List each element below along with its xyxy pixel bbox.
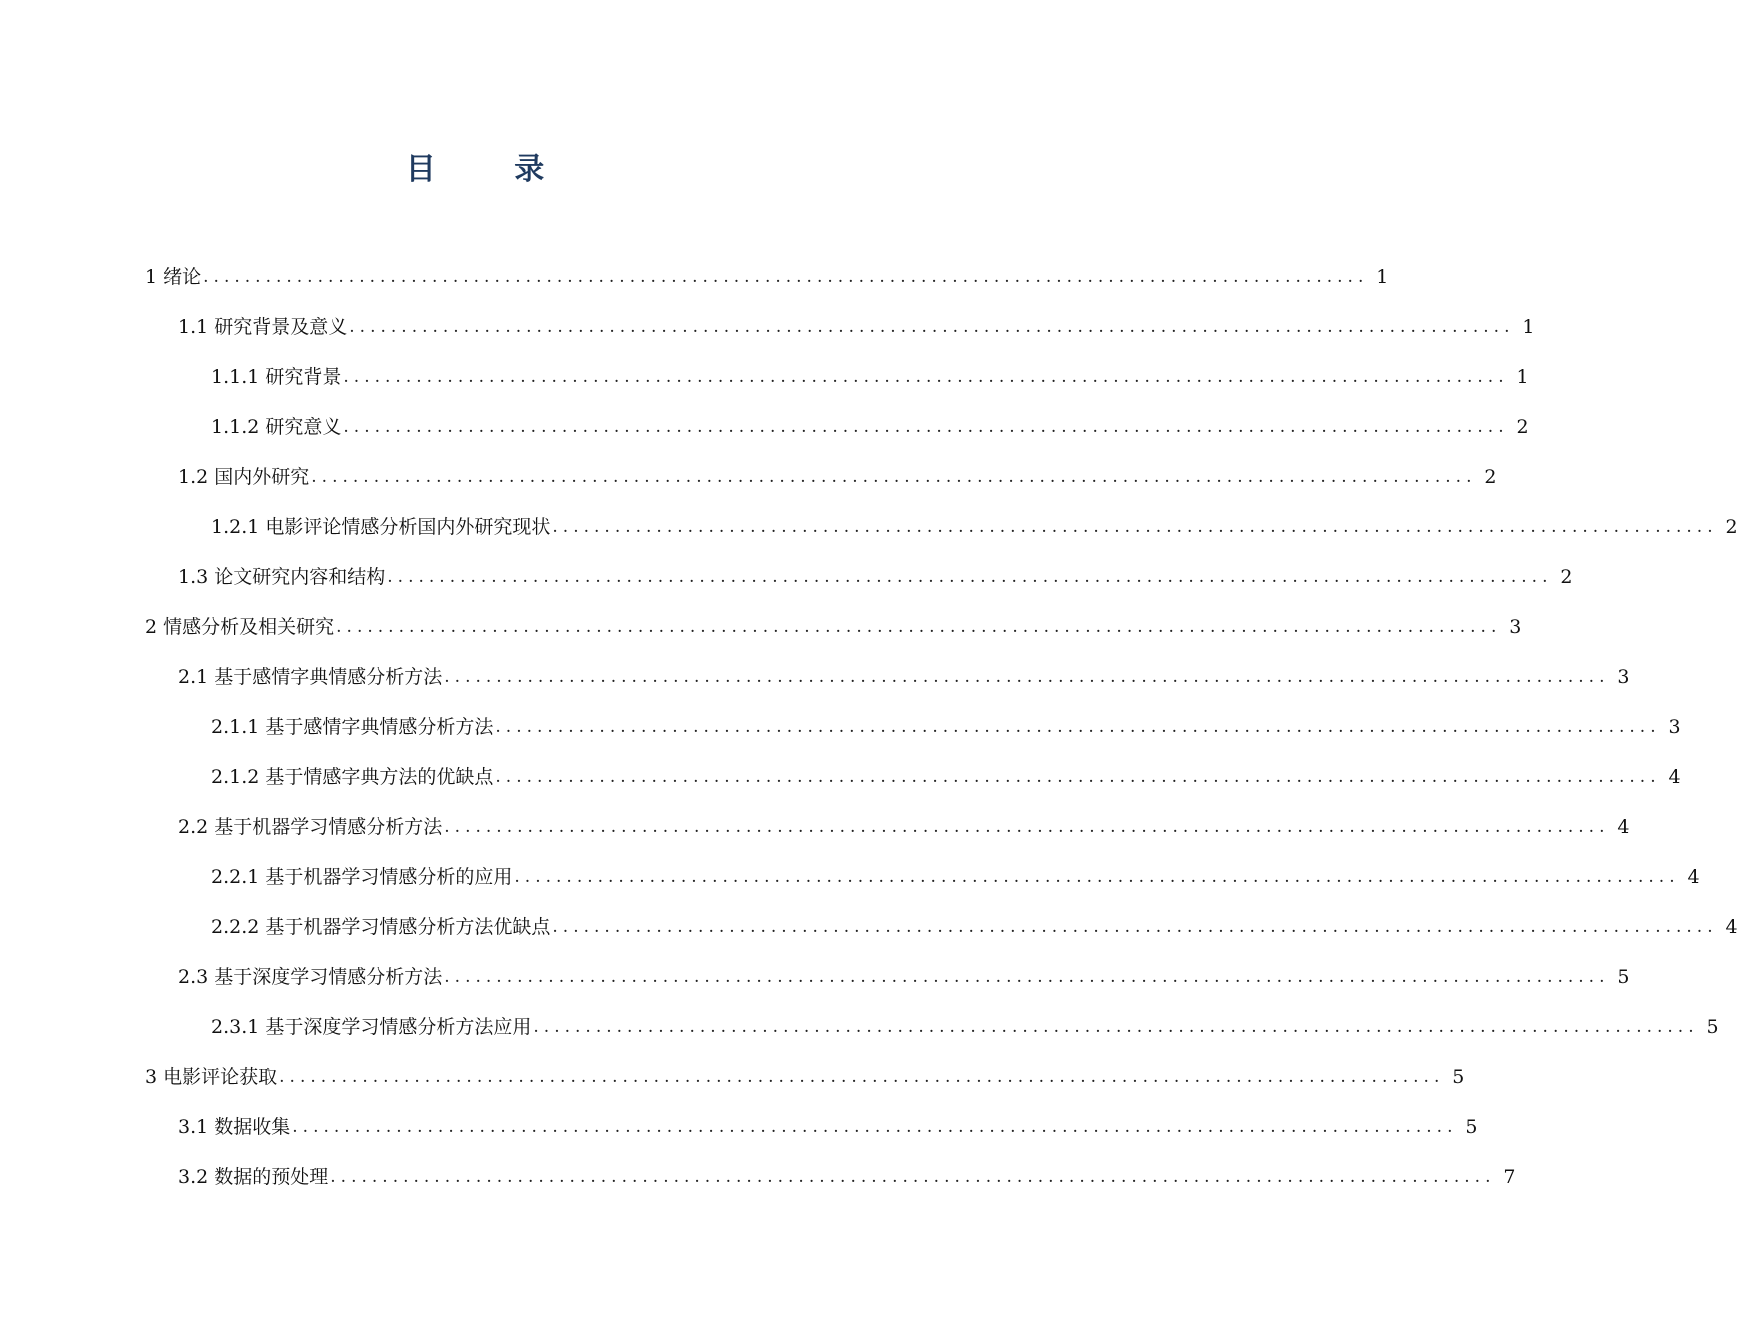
toc-entry-label: 3.2 数据的预处理 xyxy=(178,1166,329,1188)
toc-dot-leader: ................................................................................................................ xyxy=(495,767,1661,787)
toc-entry-label: 2.1.2 基于情感字典方法的优缺点 xyxy=(211,766,494,788)
toc-entry-page: 2 xyxy=(1725,516,1738,538)
toc-entry-label: 1.2 国内外研究 xyxy=(178,466,310,488)
toc-entry[interactable] xyxy=(0,502,1738,552)
toc-entry[interactable] xyxy=(0,1102,1478,1152)
toc-entry-label: 1.1.1 研究背景 xyxy=(211,366,342,388)
toc-dot-leader: ................................................................................................................ xyxy=(533,1017,1699,1037)
toc-entry[interactable] xyxy=(0,902,1738,952)
toc-entry[interactable] xyxy=(0,702,1681,752)
toc-entry-page: 4 xyxy=(1687,866,1700,888)
toc-entry-page: 1 xyxy=(1522,316,1535,338)
toc-entry-page: 5 xyxy=(1465,1116,1478,1138)
toc-list xyxy=(0,252,1738,1202)
toc-entry-label: 1.3 论文研究内容和结构 xyxy=(178,566,386,588)
toc-entry-label: 2.3 基于深度学习情感分析方法 xyxy=(178,966,443,988)
toc-dot-leader: ................................................................................................................ xyxy=(292,1117,1458,1137)
toc-dot-leader: ................................................................................................................ xyxy=(387,567,1553,587)
toc-dot-leader: ................................................................................................................ xyxy=(552,517,1718,537)
toc-dot-leader: ................................................................................................................ xyxy=(495,717,1661,737)
toc-entry-page: 5 xyxy=(1617,966,1630,988)
toc-dot-leader: ................................................................................................................ xyxy=(279,1067,1445,1087)
toc-entry[interactable] xyxy=(0,652,1630,702)
toc-entry-label: 2.2.2 基于机器学习情感分析方法优缺点 xyxy=(211,916,551,938)
toc-dot-leader: ................................................................................................................ xyxy=(330,1167,1496,1187)
toc-entry-label: 2.1 基于感情字典情感分析方法 xyxy=(178,666,443,688)
toc-entry[interactable] xyxy=(0,952,1630,1002)
toc-dot-leader: ................................................................................................................ xyxy=(552,917,1718,937)
toc-entry-page: 4 xyxy=(1725,916,1738,938)
toc-entry-label: 1.2.1 电影评论情感分析国内外研究现状 xyxy=(211,516,551,538)
toc-title: 目 录 xyxy=(405,152,579,187)
toc-dot-leader: ................................................................................................................ xyxy=(444,817,1610,837)
toc-entry-page: 2 xyxy=(1516,416,1529,438)
toc-entry-label: 1.1 研究背景及意义 xyxy=(178,316,348,338)
toc-entry[interactable] xyxy=(0,452,1497,502)
toc-entry-page: 3 xyxy=(1668,716,1681,738)
toc-dot-leader: ................................................................................................................ xyxy=(343,367,1509,387)
toc-entry[interactable] xyxy=(0,252,1389,302)
toc-entry[interactable] xyxy=(0,1152,1516,1202)
toc-entry-page: 4 xyxy=(1617,816,1630,838)
toc-entry[interactable] xyxy=(0,402,1529,452)
toc-entry[interactable] xyxy=(0,1052,1465,1102)
toc-entry[interactable] xyxy=(0,752,1681,802)
toc-dot-leader: ................................................................................................................ xyxy=(203,267,1369,287)
toc-entry-page: 5 xyxy=(1706,1016,1719,1038)
toc-dot-leader: ................................................................................................................ xyxy=(343,417,1509,437)
toc-entry-page: 1 xyxy=(1376,266,1389,288)
toc-entry-page: 1 xyxy=(1516,366,1529,388)
toc-entry[interactable] xyxy=(0,852,1700,902)
toc-entry-label: 2.3.1 基于深度学习情感分析方法应用 xyxy=(211,1016,532,1038)
toc-entry[interactable] xyxy=(0,302,1535,352)
toc-entry-page: 3 xyxy=(1509,616,1522,638)
toc-dot-leader: ................................................................................................................ xyxy=(336,617,1502,637)
toc-entry-page: 3 xyxy=(1617,666,1630,688)
toc-entry-label: 2.1.1 基于感情字典情感分析方法 xyxy=(211,716,494,738)
toc-dot-leader: ................................................................................................................ xyxy=(349,317,1515,337)
toc-entry-page: 4 xyxy=(1668,766,1681,788)
toc-entry-page: 2 xyxy=(1484,466,1497,488)
toc-entry[interactable] xyxy=(0,802,1630,852)
toc-entry[interactable] xyxy=(0,552,1573,602)
toc-entry-page: 7 xyxy=(1503,1166,1516,1188)
toc-entry-label: 2.2.1 基于机器学习情感分析的应用 xyxy=(211,866,513,888)
toc-entry[interactable] xyxy=(0,602,1522,652)
toc-entry-label: 1 绪论 xyxy=(145,266,202,288)
toc-entry-label: 3 电影评论获取 xyxy=(145,1066,278,1088)
toc-entry-label: 2 情感分析及相关研究 xyxy=(145,616,335,638)
toc-entry-label: 1.1.2 研究意义 xyxy=(211,416,342,438)
toc-entry-label: 2.2 基于机器学习情感分析方法 xyxy=(178,816,443,838)
toc-dot-leader: ................................................................................................................ xyxy=(514,867,1680,887)
toc-dot-leader: ................................................................................................................ xyxy=(311,467,1477,487)
toc-dot-leader: ................................................................................................................ xyxy=(444,667,1610,687)
toc-entry-page: 5 xyxy=(1452,1066,1465,1088)
toc-entry[interactable] xyxy=(0,352,1529,402)
toc-dot-leader: ................................................................................................................ xyxy=(444,967,1610,987)
toc-entry-page: 2 xyxy=(1560,566,1573,588)
toc-entry[interactable] xyxy=(0,1002,1719,1052)
toc-entry-label: 3.1 数据收集 xyxy=(178,1116,291,1138)
